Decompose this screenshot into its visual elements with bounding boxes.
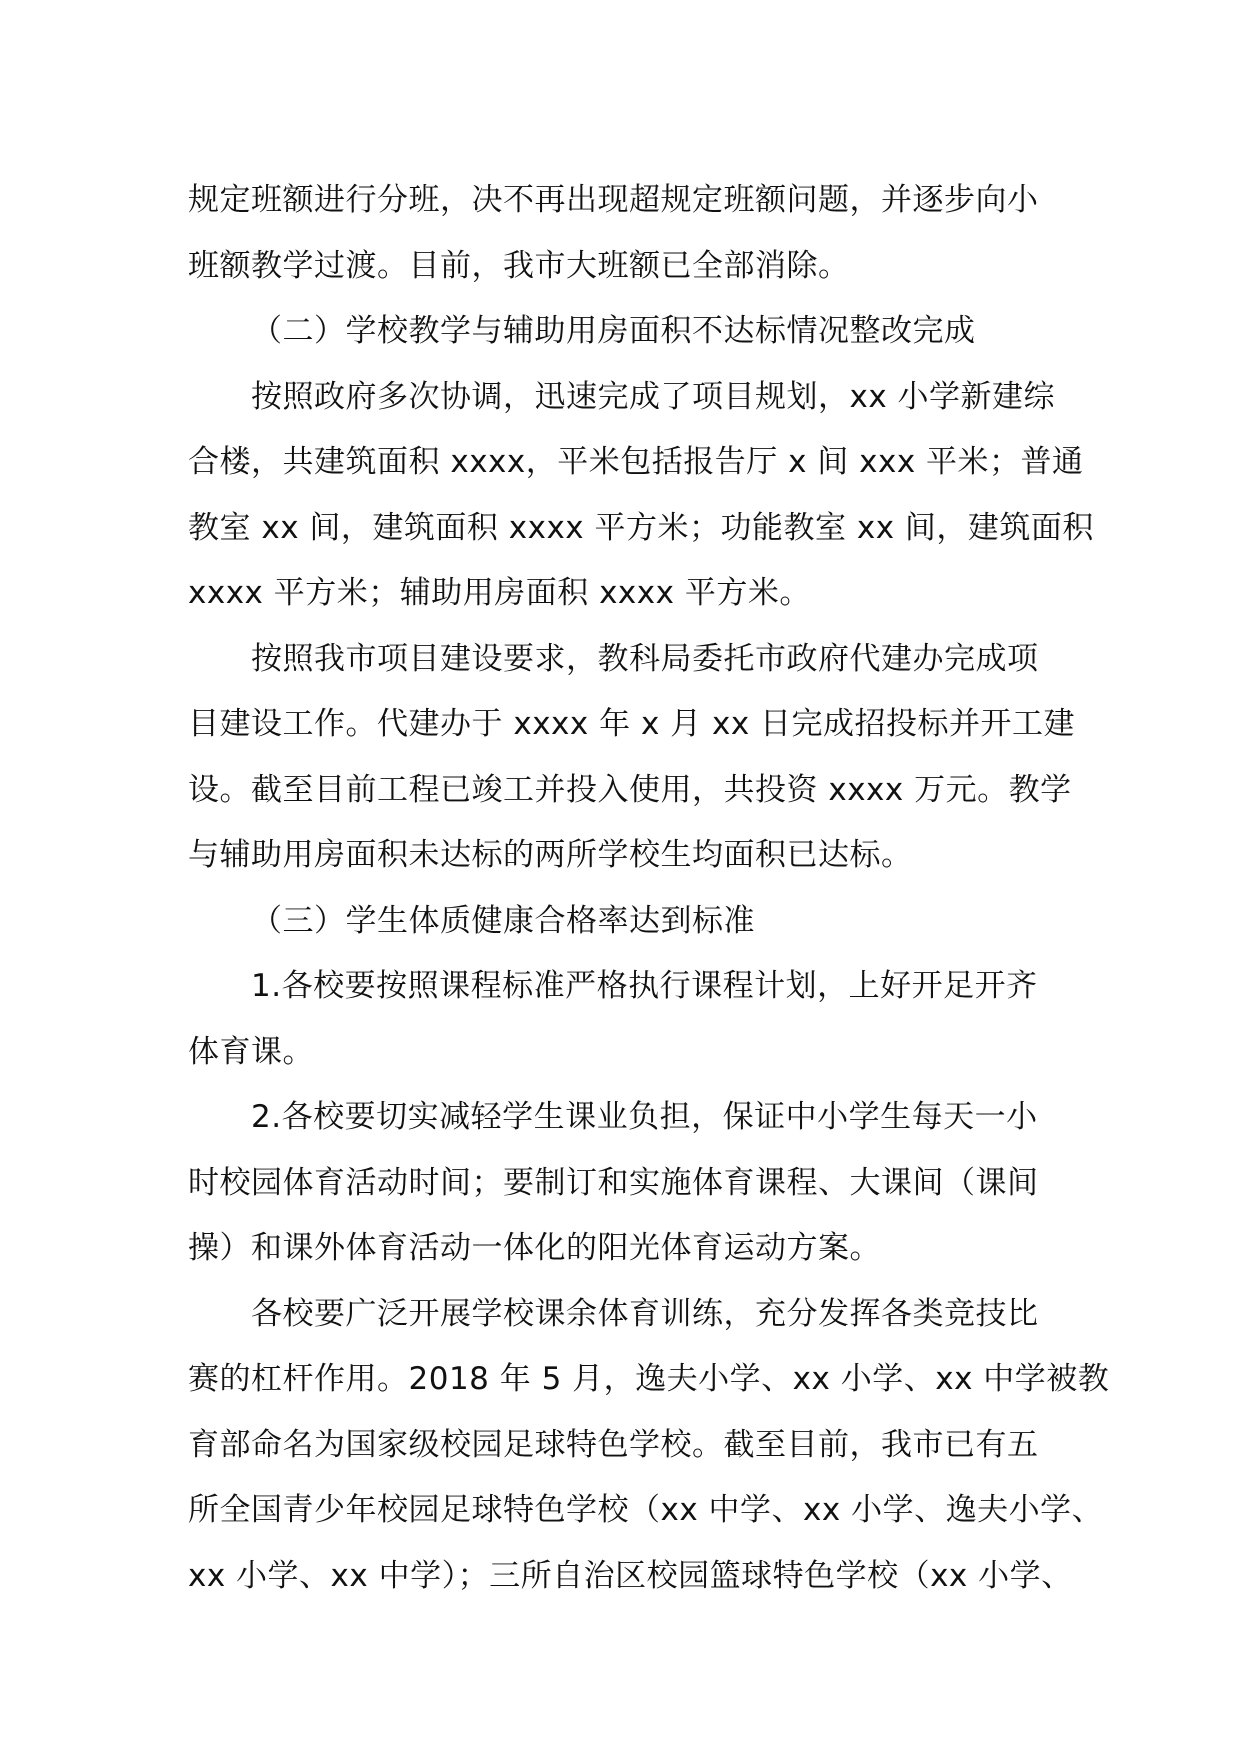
text-line: 2.各校要切实减轻学生课业负担，保证中小学生每天一小 — [251, 1099, 1038, 1135]
text-line: 与辅助用房面积未达标的两所学校生均面积已达标。 — [188, 837, 913, 873]
text-line: 育部命名为国家级校园足球特色学校。截至目前，我市已有五 — [188, 1426, 1039, 1463]
text-line: 合楼，共建筑面积 xxxx，平米包括报告厅 x 间 xxx 平米；普通 — [188, 444, 1084, 480]
text-line: 设。截至目前工程已竣工并投入使用，共投资 xxxx 万元。教学 — [188, 771, 1072, 808]
text-line: 按照政府多次协调，迅速完成了项目规划，xx 小学新建综 — [251, 378, 1056, 415]
document-page — [188, 168, 1110, 1609]
text-line: 体育课。 — [188, 1033, 314, 1070]
text-line: 班额教学过渡。目前，我市大班额已全部消除。 — [188, 247, 850, 284]
text-line: 各校要广泛开展学校课余体育训练，充分发挥各类竞技比 — [251, 1295, 1039, 1332]
section-heading: （二）学校教学与辅助用房面积不达标情况整改完成 — [251, 313, 976, 349]
text-line: 教室 xx 间，建筑面积 xxxx 平方米；功能教室 xx 间，建筑面积 — [188, 509, 1094, 546]
text-line: 目建设工作。代建办于 xxxx 年 x 月 xx 日完成招投标并开工建 — [188, 706, 1076, 742]
text-line: 规定班额进行分班，决不再出现超规定班额问题，并逐步向小 — [188, 182, 1039, 218]
text-line: 所全国青少年校园足球特色学校（xx 中学、xx 小学、逸夫小学、 — [188, 1492, 1104, 1528]
text-line: 1.各校要按照课程标准严格执行课程计划，上好开足开齐 — [251, 968, 1038, 1004]
text-line: 赛的杠杆作用。2018 年 5 月，逸夫小学、xx 小学、xx 中学被教 — [188, 1361, 1110, 1397]
text-line: 按照我市项目建设要求，教科局委托市政府代建办完成项 — [251, 640, 1039, 677]
text-line: 操）和课外体育活动一体化的阳光体育运动方案。 — [188, 1230, 881, 1266]
text-line: xx 小学、xx 中学）；三所自治区校园篮球特色学校（xx 小学、 — [188, 1557, 1073, 1594]
text-line: 时校园体育活动时间；要制订和实施体育课程、大课间（课间 — [188, 1164, 1039, 1201]
section-heading: （三）学生体质健康合格率达到标准 — [251, 902, 755, 939]
text-line: xxxx 平方米；辅助用房面积 xxxx 平方米。 — [188, 575, 811, 611]
